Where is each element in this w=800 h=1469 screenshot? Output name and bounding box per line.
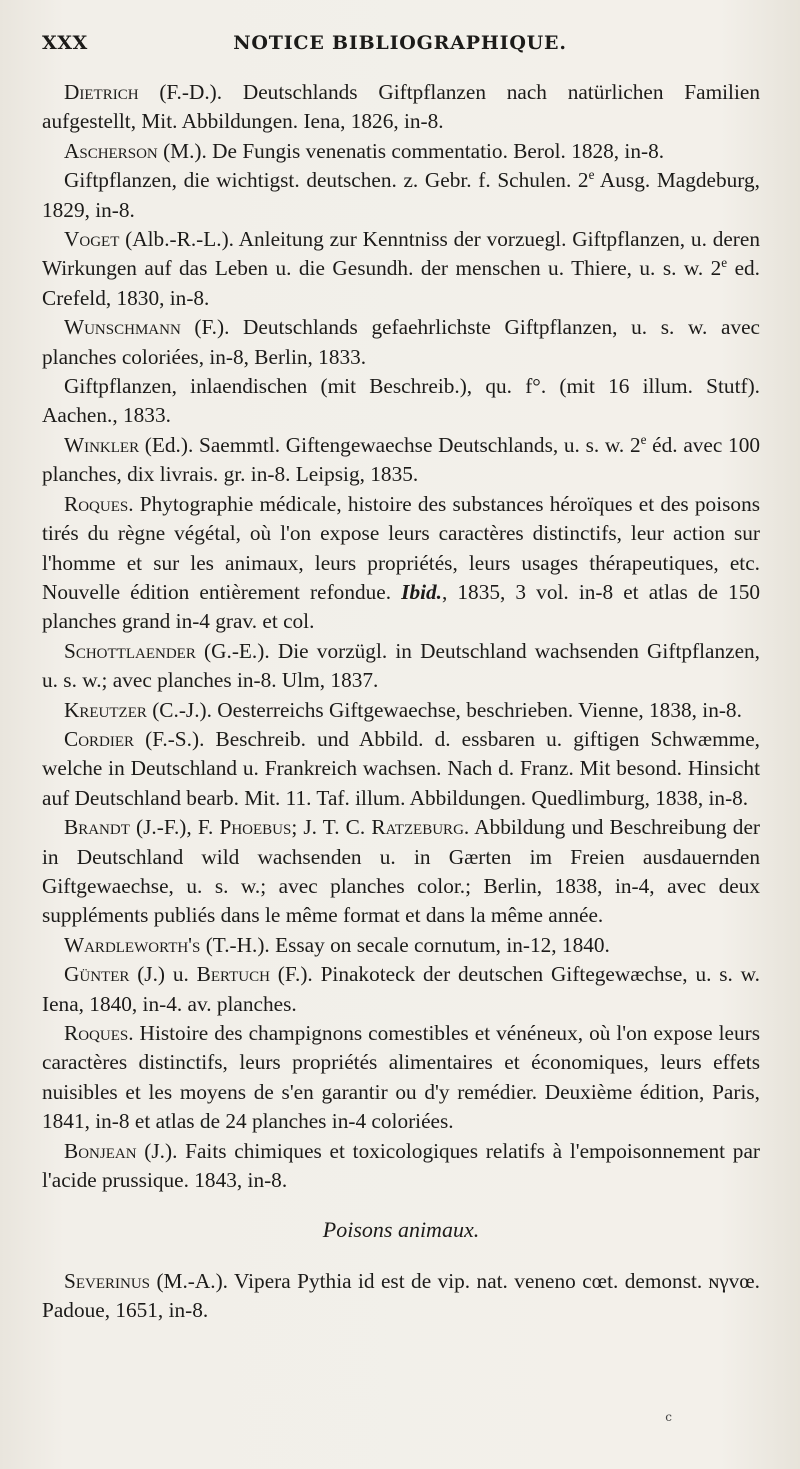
entry-text: . Histoire des champignons comestibles et vénéneux, où l'on expose leurs caractères distinctifs, leurs propriétés alimentaires et économiques, leurs effets nuisibles et les moyens de s'en garantir ou d'y remédier. Deuxième édition, Paris, 1841, in-8 et atlas de 24 planches in-4 coloriées. — [42, 1021, 760, 1134]
entry-text: (J.). Faits chimiques et toxicologiques relatifs à l'empoisonnement par l'acide prussique. 1843, in-8. — [42, 1138, 760, 1193]
section-title: Poisons animaux. — [322, 1217, 480, 1243]
bibliography-entry — [42, 431, 760, 490]
entry-author: Dietrich — [64, 80, 139, 104]
bibliography-entry — [42, 725, 760, 813]
bibliography-text — [42, 78, 760, 1326]
entry-text: Giftpflanzen, die wichtigst. deutschen. z. Gebr. f. Schulen. 2 — [64, 168, 589, 193]
entry-author: Schottlaender — [64, 638, 196, 663]
entry-text: (G.-E.). Die vorzügl. in Deutschland wachsenden Giftpflanzen, u. s. w.; avec planches in-8. Ulm, 1837. — [42, 638, 760, 693]
entry-text: (F.-S.). Beschreib. und Abbild. d. essbaren u. giftigen Schwæmme, welche in Deutschland u. Frankreich wachsen. Nach d. Franz. Mit besond. Hinsicht auf Deutschland bearb. Mit. 11. Taf. illum. Abbildungen. Quedlimburg, 1838, in-8. — [42, 726, 760, 810]
entry-text: ed. Crefeld, 1830, in-8. — [42, 256, 761, 310]
entry-author: Severinus — [64, 1268, 151, 1293]
bibliography-entry — [42, 813, 760, 931]
bibliography-entry — [42, 137, 760, 166]
entry-text: (J.) u. — [129, 962, 197, 987]
section-entry-list — [42, 1267, 760, 1326]
entry-text: Giftpflanzen, inlaendischen (mit Beschreib.), qu. f°. (mit 16 illum. Stutf). Aachen., 1833. — [42, 374, 760, 428]
bibliography-entry — [42, 1267, 760, 1326]
entry-author: Roques — [64, 491, 129, 516]
entry-ibid: Ibid. — [401, 579, 442, 604]
bibliography-entry — [42, 637, 760, 696]
entry-text: Ausg. Magdeburg, 1829, in-8. — [42, 168, 760, 222]
bibliography-entry — [42, 931, 760, 960]
bibliography-entry — [42, 1137, 760, 1196]
page-number: XXX — [42, 32, 88, 54]
entry-text: (C.-J.). Oesterreichs Giftgewaechse, beschrieben. Vienne, 1838, in-8. — [146, 697, 742, 722]
running-title: NOTICE BIBLIOGRAPHIQUE. — [233, 32, 567, 54]
entry-author: Brandt — [64, 815, 130, 840]
entry-author: Ascherson — [64, 138, 158, 163]
stray-mark: c — [665, 1410, 672, 1424]
bibliography-entry — [42, 313, 760, 372]
entry-text: . Phytographie médicale, histoire des substances héroïques et des poisons tirés du règne végétal, où l'on expose leurs caractères distinctifs, leur action sur l'homme et sur les animaux, leurs propriétés, leurs usages thérapeutiques, etc. Nouvelle édition entièrement refondue. — [42, 491, 760, 604]
bibliography-entry — [42, 490, 760, 637]
bibliography-entry — [42, 372, 760, 431]
entry-text: (M.-A.). Vipera Pythia id est de vip. nat. veneno cœt. demonst. ɴγvœ. Padoue, 1651, in-8. — [42, 1268, 760, 1323]
entry-author: Winkler — [64, 432, 140, 457]
entry-text: (M.). De Fungis venenatis commentatio. Berol. 1828, in-8. — [157, 138, 665, 163]
entry-author: Cordier — [64, 726, 135, 751]
entry-superscript: e — [588, 167, 595, 183]
bibliography-entry — [42, 1019, 760, 1137]
bibliography-entry — [42, 225, 760, 313]
entry-text: (F.-D.). Deutschlands Giftpflanzen nach natürlichen Familien aufgestellt, Mit. Abbildungen. Iena, 1826, in-8. — [42, 80, 760, 134]
entry-text: ; J. T. C. — [291, 815, 372, 840]
entry-author: Bonjean — [64, 1138, 137, 1163]
entry-author: Wunschmann — [64, 315, 181, 340]
entry-author: Bertuch — [196, 962, 270, 987]
bibliography-entry — [42, 166, 760, 225]
entry-text: , 1835, 3 vol. in-8 et atlas de 150 planches grand in-4 grav. et col. — [42, 579, 760, 634]
entry-text: (F.). Deutschlands gefaehrlichste Giftpflanzen, u. s. w. avec planches coloriées, in-8, Berlin, 1833. — [42, 315, 760, 369]
entry-list — [42, 78, 760, 1195]
entry-author: Voget — [64, 227, 120, 252]
bibliography-entry — [42, 696, 760, 725]
entry-text: (J.-F.), F. — [129, 815, 220, 840]
entry-author: Ratzeburg — [371, 815, 464, 840]
entry-author: Kreutzer — [64, 697, 147, 722]
entry-superscript: e — [640, 431, 647, 447]
entry-text: (T.-H.). Essay on secale cornutum, in-12, 1840. — [200, 932, 610, 957]
entry-text: (F.). Pinakoteck der deutschen Giftegewæchse, u. s. w. Iena, 1840, in-4. av. planches. — [42, 962, 761, 1016]
entry-author: Roques — [64, 1021, 129, 1045]
entry-superscript: e — [721, 255, 728, 271]
entry-author: Phoebus — [219, 815, 292, 840]
entry-author: Wardleworth's — [64, 932, 201, 957]
entry-text: éd. avec 100 planches, dix livrais. gr. in-8. Leipsig, 1835. — [42, 432, 760, 487]
bibliography-entry — [42, 78, 760, 137]
page-header — [42, 32, 758, 62]
bibliography-entry — [42, 960, 760, 1019]
entry-text: . Abbildung und Beschreibung der in Deutschland wild wachsenden u. in Gærten im Freien ausdauernden Giftgewaechse, u. s. w.; avec planches color.; Berlin, 1838, in-4, avec deux suppléments publiés dans le même format et dans la même année. — [42, 815, 760, 928]
entry-text: (Alb.-R.-L.). Anleitung zur Kenntniss der vorzuegl. Giftpflanzen, u. deren Wirkungen auf das Leben u. die Gesundh. der menschen u. Thiere, u. s. w. 2 — [42, 227, 760, 281]
entry-text: (Ed.). Saemmtl. Giftengewaechse Deutschlands, u. s. w. 2 — [139, 432, 641, 457]
entry-author: Günter — [64, 962, 130, 987]
